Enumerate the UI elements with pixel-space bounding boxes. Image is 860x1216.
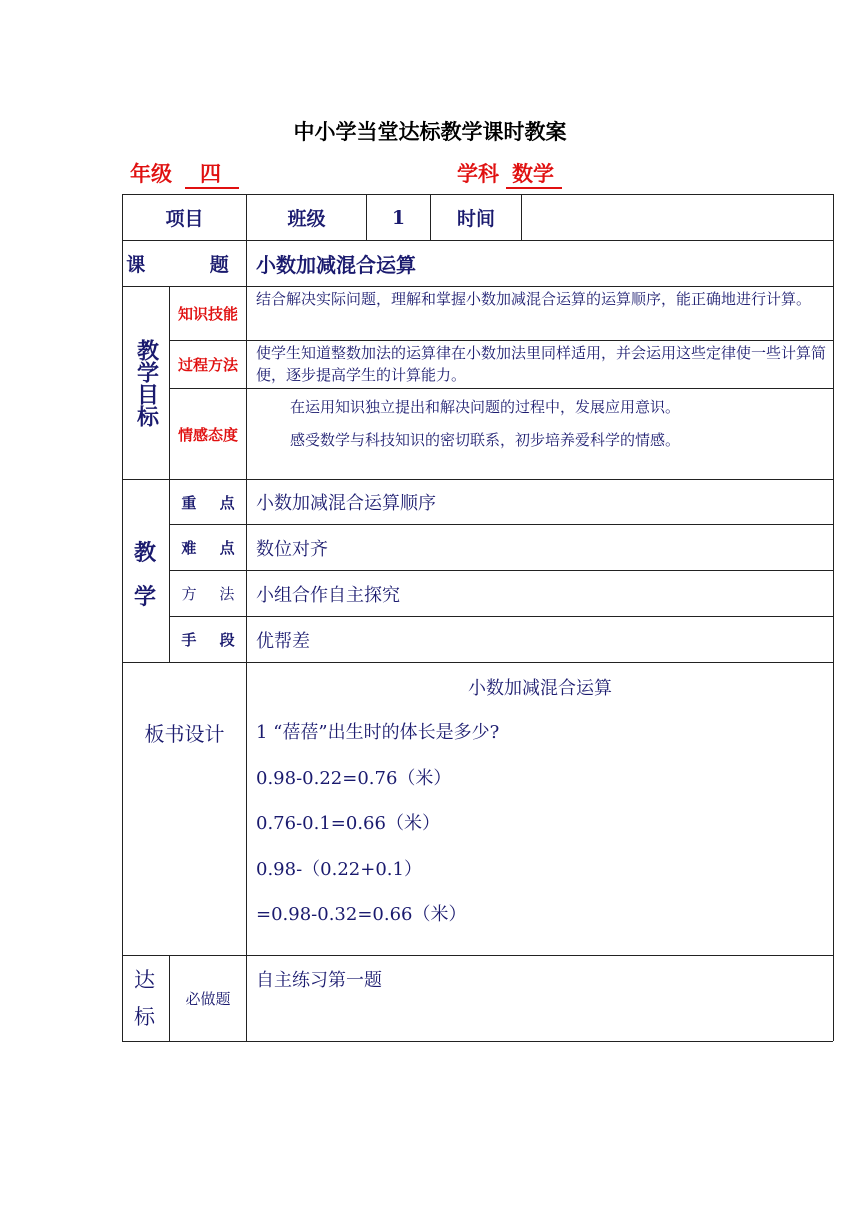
goal-label-process: 过程方法 (177, 356, 238, 374)
table-rule (122, 662, 833, 663)
table-rule (169, 388, 833, 389)
table-border-bottom (122, 1041, 833, 1042)
time-label: 时间 (456, 208, 495, 230)
board-title: 小数加减混合运算 (468, 678, 612, 699)
topic-value: 小数加减混合运算 (256, 253, 416, 277)
difficulty-value: 数位对齐 (256, 538, 328, 560)
table-border-right (833, 194, 834, 1041)
grade-underline (185, 187, 239, 189)
class-value: 1 (391, 206, 406, 229)
means-label: 手 段 (181, 631, 235, 649)
grade-value: 四 (200, 161, 221, 186)
goals-label: 教学目标 (133, 339, 160, 427)
key-point-label: 重 点 (181, 493, 235, 512)
topic-label-text: 课 题 (126, 254, 243, 276)
subject-value: 数学 (512, 161, 554, 186)
board-line: 0.98-0.22=0.76（米） (256, 768, 452, 789)
method-label: 方 法 (181, 585, 235, 603)
subject-label: 学科 (457, 161, 499, 186)
difficulty-label: 难 点 (181, 539, 235, 557)
grade-label: 年级 (130, 161, 172, 186)
teaching-label-top: 教 (134, 540, 157, 566)
item-label: 项目 (165, 208, 204, 230)
goal-text-emotion-1: 在运用知识独立提出和解决问题的过程中，发展应用意识。 (290, 398, 681, 416)
key-point-value: 小数加减混合运算顺序 (256, 493, 436, 514)
goal-text-process: 使学生知道整数加法的运算律在小数加法里同样适用，并会运用这些定律使一些计算简便，逐步提高学生的计算能力。 (256, 344, 827, 384)
teaching-label-bottom: 学 (134, 584, 157, 610)
board-label: 板书设计 (144, 722, 225, 746)
assess-label-top: 达 (134, 968, 155, 992)
board-line: 0.98-（0.22+0.1） (256, 859, 422, 880)
board-line: =0.98-0.32=0.66（米） (256, 904, 467, 925)
goal-text-emotion-2: 感受数学与科技知识的密切联系，初步培养爱科学的情感。 (290, 431, 681, 449)
assess-label-bottom: 标 (134, 1005, 155, 1029)
required-label: 必做题 (185, 990, 231, 1008)
topic-label (123, 241, 246, 286)
goal-label-emotion: 情感态度 (177, 425, 238, 444)
class-label: 班级 (287, 208, 326, 230)
subject-underline (506, 187, 562, 189)
goal-label-knowledge: 知识技能 (177, 305, 238, 323)
page-title: 中小学当堂达标教学课时教案 (293, 119, 567, 144)
board-line: 0.76-0.1=0.66（米） (256, 813, 440, 834)
means-value: 优帮差 (256, 630, 310, 652)
required-value: 自主练习第一题 (256, 970, 382, 991)
time-value (522, 195, 833, 240)
board-line: 1 “蓓蓓”出生时的体长是多少? (256, 722, 500, 743)
table-rule (169, 340, 833, 341)
goal-text-knowledge: 结合解决实际问题，理解和掌握小数加减混合运算的运算顺序，能正确地进行计算。 (256, 290, 812, 308)
table-rule (246, 194, 247, 1041)
method-value: 小组合作自主探究 (256, 584, 400, 606)
